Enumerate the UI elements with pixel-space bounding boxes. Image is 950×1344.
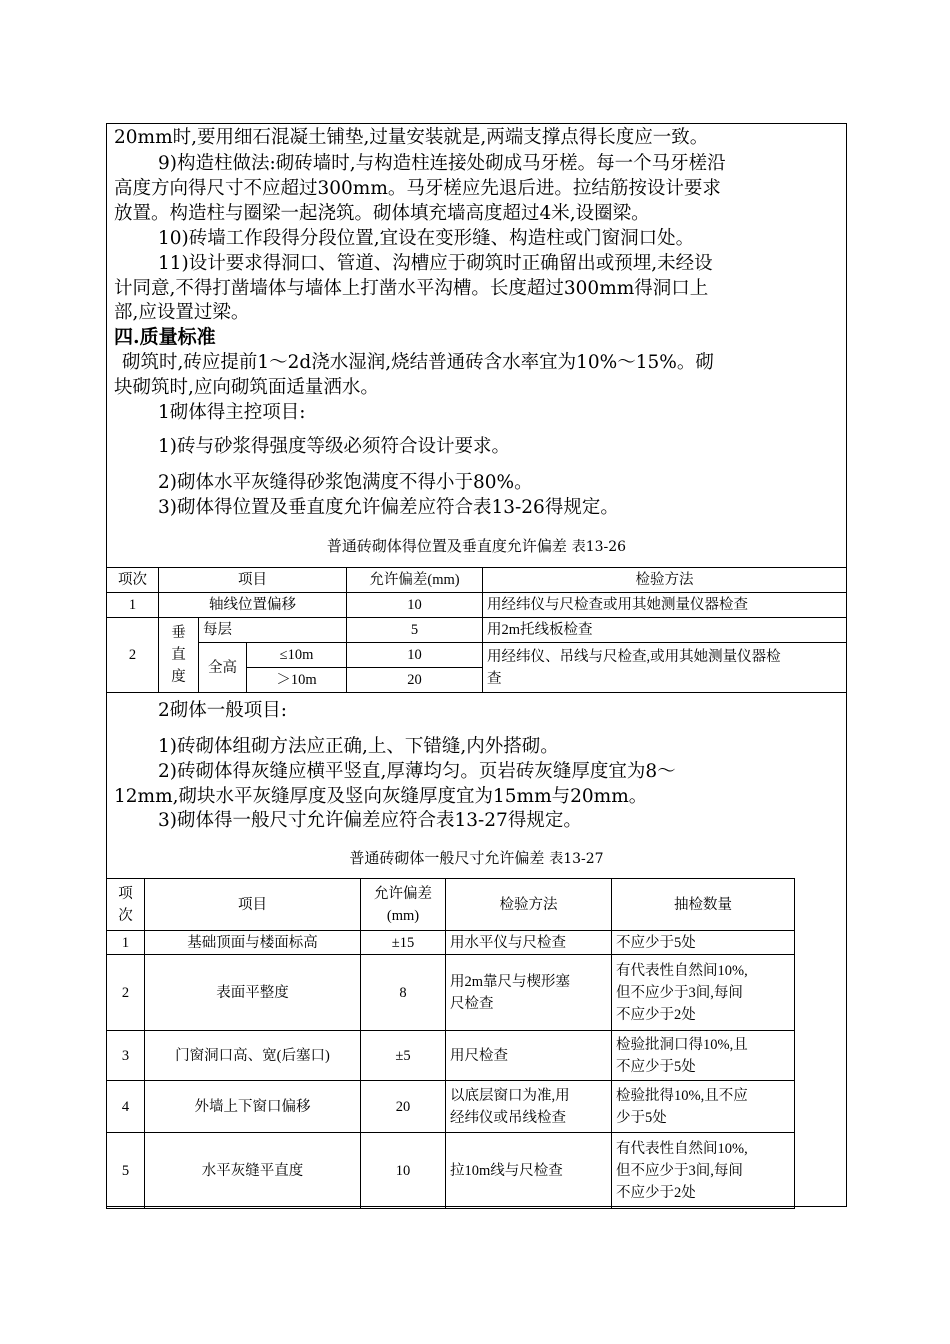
cell: 20 [347,668,483,693]
paragraph-line: 放置。构造柱与圈梁一起浇筑。砌体填充墙高度超过4米,设圈梁。 [114,203,650,224]
cell-text: 有代表性自然间10%, [616,962,748,979]
table-13-27 [106,878,795,1209]
paragraph-line: 1)砖与砂浆得强度等级必须符合设计要求。 [158,436,510,457]
table-header-row [107,879,795,931]
cell: 轴线位置偏移 [159,593,347,618]
cell-text: 次 [118,907,133,924]
table-header-row [107,568,847,593]
cell-text: 拉10m线与尺检查 [450,1162,563,1179]
cell [612,1031,795,1081]
cell-text: 度 [171,669,186,685]
table-row [107,955,795,1031]
paragraph-line: 砌筑时,砖应提前1～2d浇水湿润,烧结普通砖含水率宜为10%～15%。砌 [122,352,714,373]
table-row [107,643,847,668]
paragraph-line: 部,应设置过梁。 [114,302,250,323]
table-row [107,1133,795,1209]
cell-text: 允许偏差 [374,885,432,902]
cell: 1 [107,593,159,618]
paragraph-line: 2)砌体水平灰缝得砂浆饱满度不得小于80%。 [158,472,533,493]
cell [483,643,847,693]
cell: ±15 [361,931,446,955]
cell [446,1133,612,1209]
cell-text: 经纬仪或吊线检查 [450,1109,566,1126]
paragraph-line: 12mm,砌块水平灰缝厚度及竖向灰缝厚度宜为15mm与20mm。 [114,786,648,807]
header-cell [107,879,145,931]
cell: 基础顶面与楼面标高 [145,931,361,955]
cell: 2 [107,955,145,1031]
cell: 2 [107,618,159,693]
cell-text: 查 [487,670,502,687]
cell: 外墙上下窗口偏移 [145,1081,361,1133]
paragraph-line: 高度方向得尺寸不应超过300mm。马牙槎应先退后进。拉结筋按设计要求 [114,178,721,199]
cell [612,931,795,955]
table-row [107,593,847,618]
header-cell: 检验方法 [446,879,612,931]
cell: 每层 [199,618,347,643]
table-row [107,618,847,643]
table-row [107,1081,795,1133]
cell-text: 检验批得10%,且不应 [616,1087,748,1104]
cell-text: 用水平仪与尺检查 [450,934,566,951]
cell: 全高 [199,643,247,693]
cell-text: (mm) [386,907,420,924]
cell [446,955,612,1031]
section-title: 四.质量标准 [114,326,216,348]
header-cell: 项目 [145,879,361,931]
paragraph-line: 1)砖砌体组砌方法应正确,上、下错缝,内外搭砌。 [158,736,559,757]
cell-text: 用2m靠尺与楔形塞 [450,973,571,990]
header-cell: 项目 [159,568,347,593]
header-cell: 项次 [107,568,159,593]
cell [612,1081,795,1133]
cell-text: 用尺检查 [450,1047,508,1064]
cell: ＞10m [247,668,347,693]
cell [612,1133,795,1209]
cell-text: 项 [118,885,133,902]
paragraph-line: 3)砌体得一般尺寸允许偏差应符合表13-27得规定。 [158,810,582,831]
paragraph-line: 1砌体得主控项目: [158,402,306,423]
paragraph-line: 2)砖砌体得灰缝应横平竖直,厚薄均匀。页岩砖灰缝厚度宜为8～ [158,761,676,782]
paragraph-line: 块砌筑时,应向砌筑面适量洒水。 [114,377,379,398]
table-caption-number: 表13-27 [549,851,604,867]
cell-text: 不应少于5处 [616,1058,696,1075]
cell: 10 [347,593,483,618]
header-cell: 抽检数量 [612,879,795,931]
cell-text: 以底层窗口为准,用 [450,1087,570,1104]
paragraph-line: 9)构造柱做法:砌砖墙时,与构造柱连接处砌成马牙槎。每一个马牙槎沿 [158,153,726,174]
paragraph-line: 计同意,不得打凿墙体与墙体上打凿水平沟槽。长度超过300mm得洞口上 [114,278,709,299]
header-cell: 允许偏差(mm) [347,568,483,593]
cell: 门窗洞口高、宽(后塞口) [145,1031,361,1081]
cell-text: 但不应少于3间,每间 [616,984,743,1001]
cell: 用经纬仪与尺检查或用其她测量仪器检查 [483,593,847,618]
cell-text: 用经纬仪、吊线与尺检查,或用其她测量仪器检 [487,648,781,665]
cell-text: 但不应少于3间,每间 [616,1162,743,1179]
cell: 水平灰缝平直度 [145,1133,361,1209]
table-row [107,1031,795,1081]
table-row [107,931,795,955]
cell: 表面平整度 [145,955,361,1031]
table-caption-title: 普通砖砌体一般尺寸允许偏差 [349,849,545,867]
table-caption [106,847,847,868]
cell: 用2m托线板检查 [483,618,847,643]
cell: 8 [361,955,446,1031]
cell: 10 [361,1133,446,1209]
cell [612,955,795,1031]
cell: 3 [107,1031,145,1081]
paragraph-line: 3)砌体得位置及垂直度允许偏差应符合表13-26得规定。 [158,497,619,518]
paragraph-line: 11)设计要求得洞口、管道、沟槽应于砌筑时正确留出或预埋,未经设 [158,253,713,274]
header-cell: 检验方法 [483,568,847,593]
paragraph-line: 2砌体一般项目: [158,700,288,721]
cell-text: 少于5处 [616,1109,667,1126]
header-cell [361,879,446,931]
cell: 10 [347,643,483,668]
cell-text: 不应少于2处 [616,1006,696,1023]
cell [446,1081,612,1133]
table-caption [106,535,847,556]
cell-text: 检验批洞口得10%,且 [616,1036,748,1053]
cell-text: 垂 [171,625,186,641]
cell-text: 有代表性自然间10%, [616,1140,748,1157]
cell: 5 [107,1133,145,1209]
cell: 20 [361,1081,446,1133]
cell: 4 [107,1081,145,1133]
cell: ≤10m [247,643,347,668]
cell-text: 直 [171,647,186,663]
cell-text: 不应少于5处 [616,934,696,951]
table-caption-number: 表13-26 [571,539,627,555]
cell: ±5 [361,1031,446,1081]
cell-text: 尺检查 [450,995,494,1012]
table-13-26 [106,567,847,693]
cell-text: 不应少于2处 [616,1184,696,1201]
cell-vertical-label [159,618,199,693]
paragraph-line: 20mm时,要用细石混凝土铺垫,过量安装就是,两端支撑点得长度应一致。 [114,127,709,148]
cell [446,931,612,955]
cell: 5 [347,618,483,643]
cell: 1 [107,931,145,955]
table-caption-title: 普通砖砌体得位置及垂直度允许偏差 [326,537,567,555]
paragraph-line: 10)砖墙工作段得分段位置,宜设在变形缝、构造柱或门窗洞口处。 [158,228,695,249]
cell [446,1031,612,1081]
